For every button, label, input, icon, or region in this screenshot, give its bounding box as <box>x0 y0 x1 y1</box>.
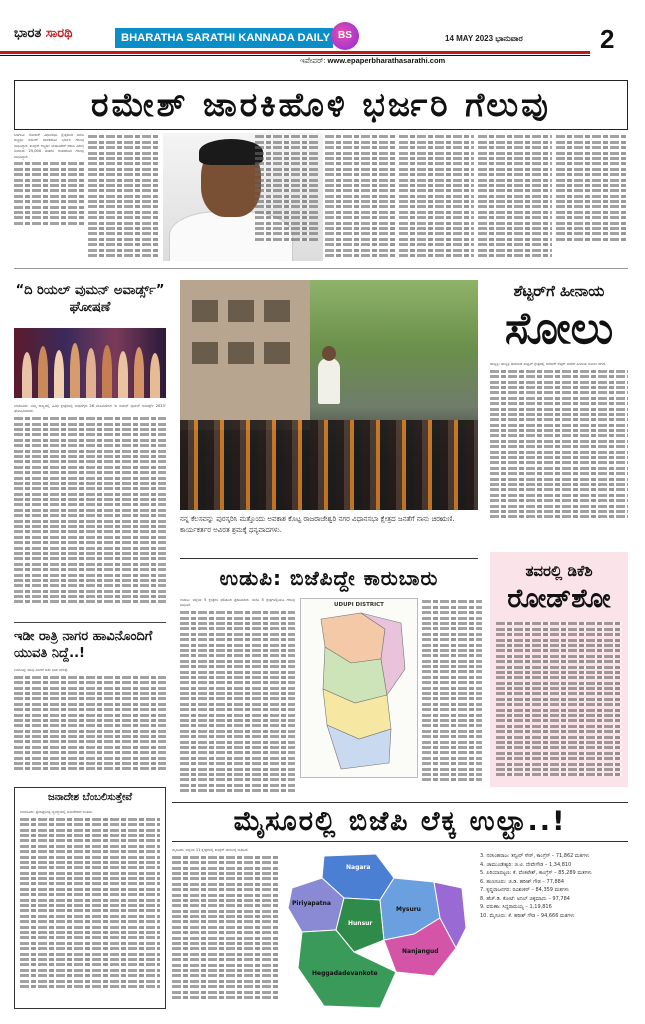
mysuru-results-list <box>480 852 628 920</box>
night-story-lede: ಶಿವಮೊಗ್ಗ: ಹಾವು ಎಂದರೆ ಸಾಕು ಭಯ ಆಗುತ್ತೆ. <box>14 668 69 672</box>
udupi-map-shapes <box>301 599 418 778</box>
map-label-piriyapatna: Piriyapatna <box>292 900 331 907</box>
result-item: 5. ಪಿರಿಯಾಪಟ್ಟಣ: ಕೆ. ವೆಂಕಟೇಶ್, ಕಾಂಗ್ರೆಸ್ – 85,289 ಮತಗಳು <box>480 870 592 876</box>
issue-date: 14 MAY 2023 ಭಾನುವಾರ <box>445 34 523 43</box>
epaper-label: ಇಪೇಪರ್: <box>300 56 326 65</box>
rally-photo <box>180 280 478 510</box>
mysuru-lede: ಮೈಸೂರು: ಜಿಲ್ಲೆಯ 11 ಕ್ಷೇತ್ರಗಳಲ್ಲಿ ಕಾಂಗ್ರೆಸ್ ಮೇಲುಗೈ ಸಾಧಿಸಿದೆ. <box>172 848 249 852</box>
udupi-body-right <box>422 598 482 798</box>
shettar-kicker[interactable]: ಶೆಟ್ಟರ್‌ಗೆ ಹೀನಾಯ <box>513 282 605 300</box>
map-label-hunsur: Hunsur <box>348 920 373 927</box>
lead-story-column-5 <box>399 133 474 261</box>
masthead-red-rule <box>0 51 590 54</box>
lead-story-column-6 <box>478 133 552 261</box>
logo-part1: ಭಾರತ <box>14 26 42 41</box>
map-label-hdkote: Heggadadevankote <box>312 970 378 977</box>
lead-headline[interactable]: ರಮೇಶ್ ಜಾರಕಿಹೊಳಿ ಭರ್ಜರಿ ಗೆಲುವು <box>91 85 551 124</box>
realwomen-headline[interactable]: “ದಿ ರಿಯಲ್ ವುಮನ್ ಅವಾರ್ಡ್ಸ್” ಘೋಷಣೆ <box>15 283 165 315</box>
logo-part2: ಸಾರಥಿ <box>45 26 73 41</box>
lead-story-column-3 <box>255 133 318 261</box>
result-item: 8. ಹೆಚ್.ಡಿ. ಕೋಟೆ: ಅನಿಲ್ ಚಿಕ್ಕಮಾದು – 97,784 <box>480 895 570 902</box>
result-item: 10. ಮೈಸೂರು: ಕೆ. ಹರೀಶ್ ಗೌಡ – 94,666 ಮತಗಳು <box>480 912 575 919</box>
logo[interactable] <box>14 26 73 41</box>
realwomen-body <box>14 404 166 616</box>
result-item: 7. ಕೃಷ್ಣರಾಜನಗರ: ರವಿಶಂಕರ್ – 84,359 ಮತಗಳು <box>480 887 569 893</box>
udupi-headline[interactable]: ಉಡುಪಿ: ಬಿಜೆಪಿದ್ದೇ ಕಾರುಬಾರು <box>219 566 439 590</box>
udupi-body-left <box>180 598 295 798</box>
janadesh-body <box>20 810 160 1004</box>
crowd <box>180 420 478 510</box>
janadesh-lede: ಬೆಂಗಳೂರು: ಪ್ರಜಾಪ್ರಭುತ್ವ ವ್ಯವಸ್ಥೆಯಲ್ಲಿ ಜನಾದೇಶವೇ ಅಂತಿಮ. <box>20 810 94 814</box>
divider-night <box>14 622 166 623</box>
shettar-headline[interactable]: ಸೋಲು <box>504 303 614 354</box>
candidate-figure <box>318 358 340 404</box>
portrait-hair <box>199 139 263 165</box>
dks-kicker[interactable]: ತವರಲ್ಲಿ ಡಿಕೆಶಿ <box>525 562 593 580</box>
mysuru-headline[interactable]: ಮೈಸೂರಲ್ಲಿ ಬಿಜೆಪಿ ಲೆಕ್ಕ ಉಲ್ಟಾ..! <box>233 806 567 837</box>
section-divider <box>14 268 628 269</box>
map-label-nagara: Nagara <box>346 864 371 871</box>
dks-headline[interactable]: ರೋಡ್‌ಶೋ <box>507 584 611 614</box>
rally-photo-caption: ನನ್ನ ಕೆಲಸವನ್ನು ಪುರಸ್ಕರಿಸಿ ಮತ್ತೊಂದು ಅವಕಾಶ ಕೊಟ್ಟ ರಾಜರಾಜೇಶ್ವರಿ ನಗರ ವಿಧಾನಸಭಾ ಕ್ಷೇತ್ರದ ಜನತೆಗೆ ನಾನು ಚಿರಋಣಿ. ಕಾರ್ಯಕರ್ತರ ಅವಿರತ ಶ್ರಮಕ್ಕೆ ಧನ್ಯವಾದಗಳು. <box>180 515 455 534</box>
masthead <box>0 0 645 70</box>
dks-body <box>496 620 622 782</box>
epaper-link[interactable]: www.epaperbharathasarathi.com <box>327 56 446 65</box>
map-label-nanjangud: Nanjangud <box>402 948 439 955</box>
result-item: 6. ಹುಣಸೂರು: ಜಿ.ಡಿ. ಹರೀಶ್ ಗೌಡ – 77,884 <box>480 878 565 885</box>
candidate-head <box>322 346 336 361</box>
map-label-mysuru: Mysuru <box>396 906 421 913</box>
lead-story-column-7 <box>556 133 628 261</box>
night-story-headline[interactable]: ಇಡೀ ರಾತ್ರಿ ನಾಗರ ಹಾವಿನೊಂದಿಗೆ ಯುವತಿ ನಿದ್ದೆ..! <box>14 629 153 661</box>
udupi-lede: ಉಡುಪಿ: ಜಿಲ್ಲೆಯ 5 ಕ್ಷೇತ್ರಗಳ ಫಲಿತಾಂಶ ಪ್ರಕಟವಾಗಿದೆ. ಬಿಜೆಪಿ 5 ಕ್ಷೇತ್ರಗಳಲ್ಲಿಯೂ ಗೆಲುವು ಸಾಧಿಸಿದೆ. <box>180 598 295 608</box>
result-item: 3. ನರಸಿಂಹರಾಜ: ತನ್ವೀರ್ ಸೇಠ್, ಕಾಂಗ್ರೆಸ್ – 71,862 ಮತಗಳು <box>480 853 590 859</box>
epaper-bar <box>300 56 600 66</box>
lead-story-column-1 <box>14 133 84 261</box>
shettar-lede: ಹುಬ್ಬಳ್ಳಿ: ಹುಬ್ಬಳ್ಳಿ ಧಾರವಾಡ ಸೆಂಟ್ರಲ್ ಕ್ಷೇತ್ರದಲ್ಲಿ ಜಗದೀಶ್ ಶೆಟ್ಟರ್ ಅವರಿಗೆ ಹೀನಾಯ ಸೋಲು ಆಗಿದೆ. <box>490 362 607 366</box>
lead-story-column-4 <box>325 133 395 261</box>
result-item: 9. ವರುಣಾ: ಸಿದ್ದರಾಮಯ್ಯ – 1,19,816 <box>480 904 552 910</box>
mysuru-body <box>172 848 280 1016</box>
realwomen-lede: ಬೆಂಗಳೂರು: ನಮ್ಮ ರಾಜ್ಯದಲ್ಲಿ ವಿವಿಧ ಕ್ಷೇತ್ರಗಳಲ್ಲಿ ಸಾಧನೆಗೈದ 26 ಮಹಿಳೆಯರಿಗೆ ‘ದಿ ರಿಯಲ್ ವುಮನ್ ಅವಾರ್ಡ್ಸ್ 2023’ ಘೋಷಿಸಲಾಗಿದೆ. <box>14 404 166 414</box>
udupi-map-title: UDUPI DISTRICT <box>334 602 384 608</box>
page-number: 2 <box>600 24 615 54</box>
mysuru-district-map <box>284 848 474 1018</box>
mysuru-map-shapes <box>284 848 474 1018</box>
janadesh-headline[interactable]: ಜನಾದೇಶ ಬೆಂಬಲಿಸುತ್ತೇವೆ <box>47 792 133 803</box>
divider-udupi <box>180 558 478 559</box>
shettar-body <box>490 362 628 542</box>
night-story-body <box>14 668 166 780</box>
realwomen-photo <box>14 328 166 398</box>
title-banner: BHARATHA SARATHI KANNADA DAILY <box>115 28 333 48</box>
lead-story-lede: ಬೆಳಗಾವಿ: ಗೋಕಾಕ್ ವಿಧಾನಸಭಾ ಕ್ಷೇತ್ರದಿಂದ ಬಿಜೆಪಿ ಅಭ್ಯರ್ಥಿ ರಮೇಶ್ ಜಾರಕಿಹೊಳಿ ಭರ್ಜರಿ ಗೆಲುವು ಸಾಧಿಸಿದ್ದಾರೆ. ಕಾಂಗ್ರೆಸ್ ಅಭ್ಯರ್ಥಿ ಮಹಾಂತೇಶ್ ಕಡಾಡಿ ವಿರುದ್ಧ ಸುಮಾರು 25,000 ಮತಗಳ ಅಂತರದಿಂದ ಗೆಲುವು ಸಾಧಿಸಿದ್ದಾರೆ. <box>14 133 84 159</box>
udupi-district-map <box>300 598 418 778</box>
result-item: 4. ಚಾಮುಂಡೇಶ್ವರಿ: ಜಿ.ಟಿ. ದೇವೇಗೌಡ – 1,34,810 <box>480 861 572 868</box>
lead-story-column-2 <box>88 133 160 261</box>
bs-logo-badge: BS <box>331 22 359 50</box>
